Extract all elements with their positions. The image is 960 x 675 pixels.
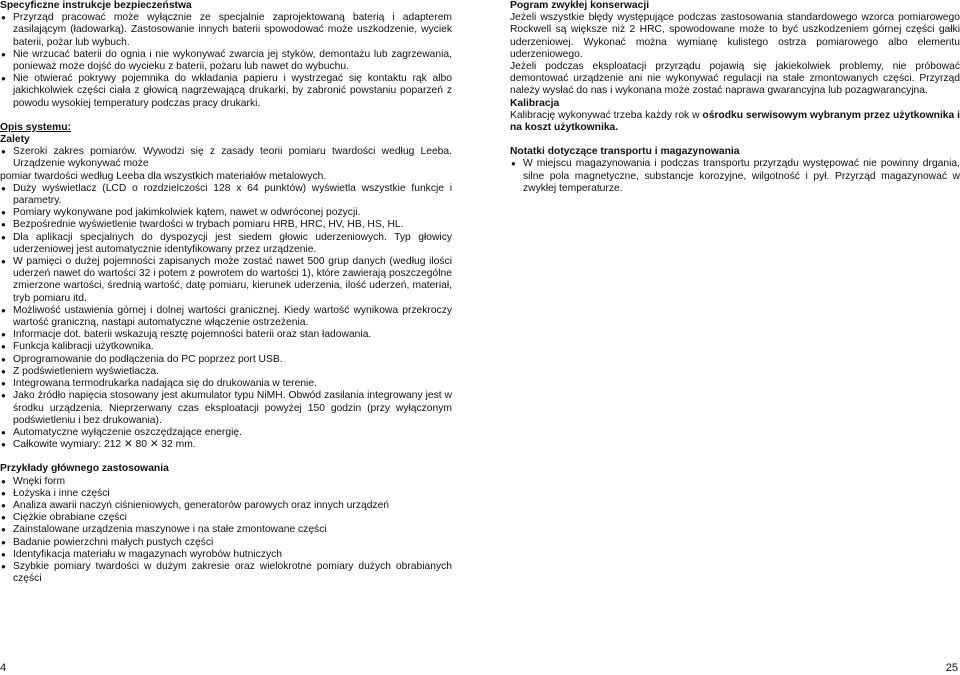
list-item: ● W miejscu magazynowania i podczas transportu przyrządu występować nie powinny drgania, silne pola magnetyczne, substancje korozyjne, wilgotność i pył. Przyrząd magazynować w zwykłej temperaturze.: [510, 158, 960, 195]
calibration-bold-text: ośrodku serwisowym wybranym przez użytkownika i na koszt użytkownika.: [510, 109, 960, 134]
right-page: [510, 0, 960, 195]
list-item: ● Całkowite wymiary: 212 ✕ 80 ✕ 32 mm.: [0, 439, 452, 451]
list-item: ● Badanie powierzchni małych pustych części: [0, 537, 452, 549]
list-item: ● Analiza awarii naczyń ciśnieniowych, generatorów parowych oraz innych urządzeń: [0, 500, 452, 512]
list-item: ● Funkcja kalibracji użytkownika.: [0, 341, 452, 353]
list-item: ● Duży wyświetlacz (LCD o rozdzielczości 128 x 64 punktów) wyświetla wszystkie funkcje i parametry.: [0, 183, 452, 207]
transport-heading: Notatki dotyczące transportu i magazynowania: [510, 146, 740, 158]
advantages-list: [0, 183, 452, 451]
list-item: ● Możliwość ustawienia górnej i dolnej wartości granicznej. Kiedy wartość wynikowa przekroczy wartość graniczną, nastąpi automatyczne włączenie ostrzeżenia.: [0, 305, 452, 329]
list-item: ● Integrowana termodrukarka nadająca się do drukowania w terenie.: [0, 378, 452, 390]
maintenance-paragraph-1: Jeżeli wszystkie błędy występujące podczas zastosowania standardowego wzorca pomiarowego Rockwell są większe niż 2 HRC, spowodowane może to być uszkodzeniem górnej części gałki uderzeniowej. Wykonać można wymianę kulistego ostrza pomiarowego albo elementu uderzeniowego.: [510, 12, 960, 60]
safety-list: [0, 12, 452, 110]
list-item: ● Bezpośrednie wyświetlenie twardości w trybach pomiaru HRB, HRC, HV, HB, HS, HL.: [0, 219, 452, 231]
calibration-text: Kalibrację wykonywać trzeba każdy rok w: [510, 109, 703, 121]
list-item: ● Szybkie pomiary twardości w dużym zakresie oraz wielokrotne pomiary dużych obrabianych części: [0, 561, 452, 585]
list-item: ● Ciężkie obrabiane części: [0, 512, 452, 524]
list-item: ● Zainstalowane urządzenia maszynowe i na stałe zmontowane części: [0, 524, 452, 536]
transport-list: [510, 158, 960, 195]
list-item: ● Nie wrzucać baterii do ognia i nie wykonywać zwarcia jej styków, demontażu lub zagrzewania, ponieważ może dojść do wycieku z baterii, pożaru lub nawet do wybuchu.: [0, 49, 452, 73]
advantages-first-list: [0, 146, 452, 170]
page-number-right: 25: [945, 662, 958, 674]
list-item: ● Identyfikacja materiału w magazynach wyrobów hutniczych: [0, 549, 452, 561]
examples-heading: Przykłady głównego zastosowania: [0, 463, 169, 475]
list-item: ● Szeroki zakres pomiarów. Wywodzi się z zasady teorii pomiaru twardości według Leeba. Urządzenie wykonywać może: [0, 146, 452, 170]
system-heading: Opis systemu:: [0, 121, 71, 133]
examples-list: [0, 476, 452, 586]
advantages-continuation: pomiar twardości według Leeba dla wszystkich materiałów metalowych.: [0, 170, 327, 182]
advantages-heading: Zalety: [0, 134, 30, 146]
page-number-left: 4: [0, 662, 7, 674]
safety-heading: Specyficzne instrukcje bezpieczeństwa: [0, 0, 192, 11]
calibration-heading: Kalibracja: [510, 97, 560, 109]
list-item: ● Jako źródło napięcia stosowany jest akumulator typu NiMH. Obwód zasilania integrowany jest w środku urządzenia. Nieprzerwany czas eksploatacji powyżej 150 godzin (przy wyłączonym podświetleniu i bez drukowania).: [0, 390, 452, 427]
maintenance-heading: Pogram zwykłej konserwacji: [510, 0, 650, 11]
list-item: ● Łożyska i inne części: [0, 488, 452, 500]
maintenance-paragraph-2: Jeżeli podczas eksploatacji przyrządu pojawią się jakiekolwiek problemy, nie próbować demontować urządzenie ani nie wykonywać regulacji na stałe zmontowanych części. Przyrząd należy wysłać do nas i wykonana może zostać naprawa gwarancyjna lub pozagwarancyjna.: [510, 61, 960, 97]
list-item: ● Z podświetleniem wyświetlacza.: [0, 366, 452, 378]
list-item: ● Informacje dot. baterii wskazują resztę pojemności baterii oraz stan ładowania.: [0, 329, 452, 341]
list-item: ● Nie otwierać pokrywy pojemnika do wkładania papieru i wystrzegać się kontaktu rąk albo jakichkolwiek części ciała z głowicą nagrzewającą drukarki, by zabronić powstaniu poparzeń z powodu wysokiej temperatury podczas pracy drukarki.: [0, 73, 452, 110]
list-item: ● Automatyczne wyłączenie oszczędzające energię.: [0, 427, 452, 439]
list-item: ● Dla aplikacji specjalnych do dyspozycji jest siedem głowic uderzeniowych. Typ głowicy uderzeniowej jest automatycznie identyfikowany przez urządzenie.: [0, 232, 452, 256]
list-item: ● Oprogramowanie do podłączenia do PC poprzez port USB.: [0, 354, 452, 366]
list-item: ● W pamięci o dużej pojemności zapisanych może zostać nawet 500 grup danych (według ilości uderzeń nawet do wartości 32 i potem z powrotem do wartości 1), które zawierają poszczególne zmierzone wartości, średnią wartość, datę pomiaru, kierunek uderzenia, ilość uderzeń, materiał, tryb pomiaru itd.: [0, 256, 452, 305]
left-page: [0, 0, 452, 585]
list-item: ● Pomiary wykonywane pod jakimkolwiek kątem, nawet w odwróconej pozycji.: [0, 207, 452, 219]
calibration-paragraph: [510, 110, 960, 134]
list-item: ● Wnęki form: [0, 476, 452, 488]
list-item: ● Przyrząd pracować może wyłącznie ze specjalnie zaprojektowaną baterią i adapterem zasilającym (ładowarką). Zastosowanie innych baterii spowodować może uszkodzenie, wyciek baterii, pożar lub wybuch.: [0, 12, 452, 49]
